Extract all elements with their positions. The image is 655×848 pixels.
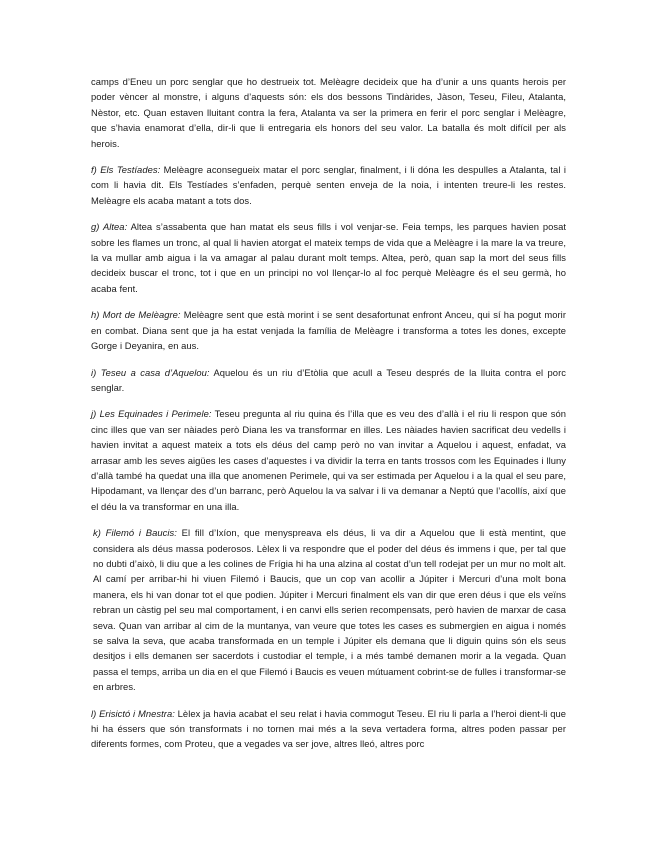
section-heading: g) Altea: <box>91 221 128 233</box>
section-heading: i) Teseu a casa d’Aquelou: <box>91 366 210 378</box>
paragraph-teseu-aquelou <box>91 365 566 396</box>
paragraph-text: Melèagre sent que està morint i se sent desafortunat enfront Anceu, qui sí ha pogut morir en combat. Diana sent que ja ha estat venjada la família de Melèagre i transforma a totes les dones, excepte Gorge i Deyanira, en aus. <box>91 309 566 352</box>
paragraph-equinades <box>91 406 566 514</box>
paragraph-text: Altea s’assabenta que han matat els seus fills i vol venjar-se. Feia temps, les parques havien posat sobre les flames un tronc, al qual li havien atorgat el mateix temps de vida que a Melèagre i la mare la va treure, la va mullar amb aigua i la va amagar al palau durant molt temps. Altea, però, quan sap la mort del seus fills decideix buscar el tronc, tot i que en un principi no vol llençar-lo al foc perquè Melèagre és el seu germà, ho acaba fent. <box>91 221 567 294</box>
paragraph-erisicto <box>91 706 566 752</box>
section-heading: k) Filemó i Baucis: <box>93 527 177 539</box>
section-heading: h) Mort de Melèagre: <box>91 309 181 321</box>
paragraph-calydonian-hunt <box>91 74 566 151</box>
section-heading: j) Les Equinades i Perimele: <box>91 408 212 420</box>
paragraph-text: camps d’Eneu un porc senglar que ho destrueix tot. Melèagre decideix que ha d’unir a uns quants herois per poder vèncer al monstre, i alguns d’aquests són: els dos bessons Tindàrides, Jàson, Teseu, Fileu, Atalanta, Nèstor, etc. Quan estaven lluitant contra la fera, Atalanta va ser la primera en ferir el porc senglar i Melèagre, que s’havia enamorat d’ella, dir-li que li entregaria els honors del seu valor. La batalla és molt difícil per als herois. <box>91 76 566 149</box>
paragraph-text: Teseu pregunta al riu quina és l’illa que es veu des d’allà i el riu li respon que són cinc illes que van ser nàiades però Diana les va transformar en illes. Les nàiades havien sacrificat deu vedells i havien invitat a aquest mateix a tots els déus del camp però no van invitar a Aquelou i aquest, enfadat, va arrasar amb les seves aigües les cases d’aquestes i va dividir la terra en tants trossos com les Equinades i lluny d’allà també ha quedat una illa que anomenen Perimele, qui va ser estimada per Aquelou i a la qual el seu pare, Hipodamant, va llençar des d’un barranc, però Aquelou la va salvar i li va demanar a Neptú que l’acollís, així que el déu la va transformar en una illa. <box>91 408 567 512</box>
paragraph-text: El fill d’Ixíon, que menyspreava els déus, li va dir a Aquelou que li està mentint, que considera als déus massa poderosos. Lèlex li va respondre que el poder del déus és immens i que, per tal que no dubti d’això, li diu que a les colines de Frígia hi ha una alzina al costat d’un tell rodejat per un mur no molt alt. Al camí per arribar-hi hi viuen Filemó i Baucis, que un cop van acollir a Júpiter i Mercuri d’una molt bona manera, els hi van donar tot el que podien. Júpiter i Mercuri finalment els van dir que eren déus i que els veïns rebran un càstig pel seu mal comportament, i en canvi ells serien recompensats, però havien de marxar de casa seva. Quan van arribar al cim de la muntanya, van veure que totes les cases es submergien en aigua i només se salva la seva, que acaba transformada en un temple i Júpiter els demana que li diguin quins són els seus desitjos i ells demanen ser sacerdots i custodiar el temple, i a més també demanen morir a la vegada. Quan passa el temps, arriba un dia en el que Filemó i Baucis es veuen mútuament cobrint-se de fulles i transformar-se en arbres. <box>93 527 567 693</box>
paragraph-text: Aquelou és un riu d’Etòlia que acull a Teseu després de la lluita contra el porc senglar. <box>91 366 566 393</box>
section-heading: l) Erisictó i Mnestra: <box>91 707 175 719</box>
document-page <box>91 74 566 763</box>
paragraph-text: Melèagre aconsegueix matar el porc senglar, finalment, i li dóna les despulles a Atalanta, tal i com li havia dit. Els Testíades s’enfaden, perquè senten enveja de la noia, i intenten treure-li les restes. Melèagre els acaba matant a tots dos. <box>91 164 567 206</box>
paragraph-filemo-baucis <box>91 525 566 694</box>
paragraph-altea <box>91 219 566 296</box>
section-heading: f) Els Testíades: <box>91 164 161 176</box>
paragraph-text: Lèlex ja havia acabat el seu relat i havia commogut Teseu. El riu li parla a l’heroi dient-li que hi ha éssers que són transformats i no tornen mai més a la seva vertadera forma, altres poden passar per diferents formes, com Proteu, que a vegades va ser jove, altres lleó, altres porc <box>91 707 566 750</box>
paragraph-testiades <box>91 162 566 208</box>
paragraph-mort-meleagre <box>91 307 566 353</box>
